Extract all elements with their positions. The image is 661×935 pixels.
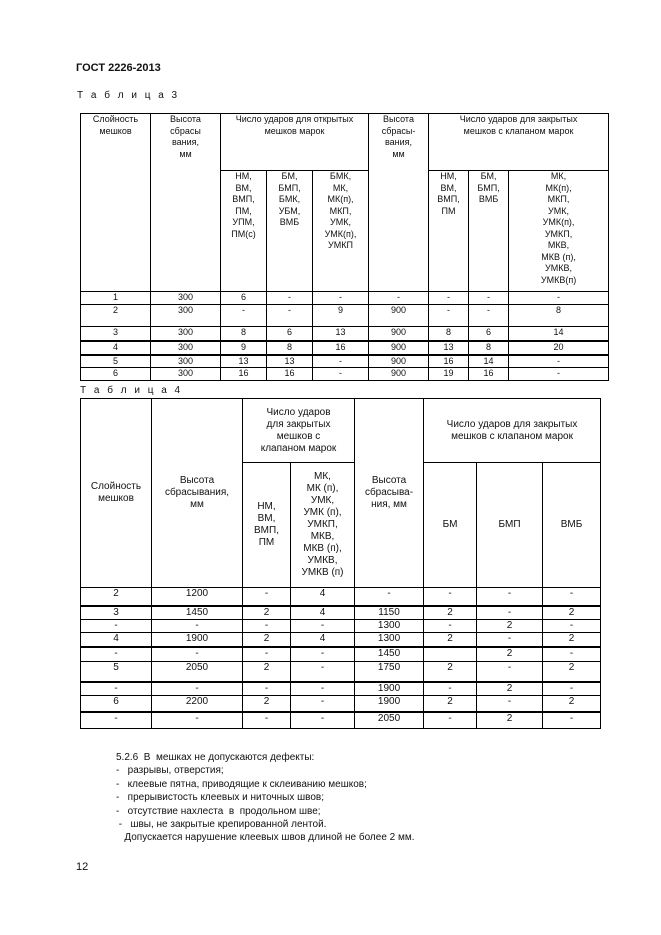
table-cell: 300 [151, 341, 221, 355]
table-cell: 14 [509, 326, 609, 341]
table-row [81, 341, 609, 355]
table-row [81, 712, 601, 728]
table-cell: 8 [469, 341, 509, 355]
table4-subheader-5: ВМБ [543, 463, 601, 588]
table-cell: 6 [81, 368, 151, 381]
table-cell: - [267, 304, 313, 326]
table-cell: - [291, 647, 355, 662]
list-item: - прерывистость клеевых и ниточных швов; [116, 792, 325, 804]
table-cell: - [477, 695, 543, 712]
table-cell: - [477, 606, 543, 620]
table-cell: 16 [267, 368, 313, 381]
page-number: 12 [76, 861, 89, 873]
list-item: - отсутствие нахлеста в продольном шве; [116, 805, 321, 817]
table-cell: 13 [267, 355, 313, 368]
table-cell: 2 [424, 633, 477, 647]
table4-header-layers: Слойность мешков [81, 399, 152, 588]
table-cell: 2 [477, 712, 543, 728]
table-cell: - [477, 662, 543, 682]
table-row [81, 588, 601, 606]
table3-header-open-group: Число ударов для открытых мешков марок [221, 114, 369, 171]
table-cell: - [424, 588, 477, 606]
table-cell: - [429, 292, 469, 305]
table-row [81, 682, 601, 696]
section-note: Допускается нарушение клеевых швов длиной не более 2 мм. [116, 832, 415, 844]
table-cell: 1 [81, 292, 151, 305]
table-cell: 5 [81, 355, 151, 368]
table-cell: - [424, 712, 477, 728]
table3-header-layers: Слойность мешков [81, 114, 151, 292]
table-cell: 900 [369, 341, 429, 355]
table3-subheader-2: БМ, БМП, БМК, УБМ, ВМБ [267, 171, 313, 292]
table-cell: 2 [543, 633, 601, 647]
table-cell: 2050 [152, 662, 243, 682]
table-cell: 900 [369, 326, 429, 341]
table-cell: 1450 [152, 606, 243, 620]
table-cell: 9 [313, 304, 369, 326]
table-cell: - [355, 588, 424, 606]
table-cell: - [543, 712, 601, 728]
table-cell: 20 [509, 341, 609, 355]
table-cell: 1300 [355, 633, 424, 647]
table-cell: - [152, 647, 243, 662]
table-cell: - [429, 304, 469, 326]
table-cell: 2050 [355, 712, 424, 728]
table-cell: 900 [369, 355, 429, 368]
table-cell: 900 [369, 304, 429, 326]
table3-subheader-5: БМ, БМП, ВМБ [469, 171, 509, 292]
table4-subheader-3: БМ [424, 463, 477, 588]
table-row [81, 662, 601, 682]
table-cell: - [81, 620, 152, 633]
table-cell: 8 [267, 341, 313, 355]
table-cell: - [509, 368, 609, 381]
table-row [81, 606, 601, 620]
table-cell: - [243, 712, 291, 728]
table-row [81, 647, 601, 662]
table-cell: - [313, 355, 369, 368]
table-cell: - [424, 682, 477, 696]
table-cell: 3 [81, 606, 152, 620]
table-cell: 13 [221, 355, 267, 368]
table-cell: - [152, 620, 243, 633]
table-cell: 2 [543, 606, 601, 620]
table-cell: 2 [477, 647, 543, 662]
table-cell: - [291, 620, 355, 633]
table-cell: 4 [291, 606, 355, 620]
table3-header-height: Высота сбрасы вания, мм [151, 114, 221, 292]
table-cell: 2200 [152, 695, 243, 712]
table-cell: 2 [243, 662, 291, 682]
table-cell: 8 [509, 304, 609, 326]
table-cell: - [81, 647, 152, 662]
table4-header-height2: Высота сбрасыва- ния, мм [355, 399, 424, 588]
table-cell: 900 [369, 368, 429, 381]
table-cell: - [267, 292, 313, 305]
table-cell: - [291, 695, 355, 712]
defects-section [116, 751, 415, 845]
table-cell: 13 [429, 341, 469, 355]
table-cell: 1750 [355, 662, 424, 682]
table-cell: 13 [313, 326, 369, 341]
table-cell: 1150 [355, 606, 424, 620]
table-cell: 2 [424, 606, 477, 620]
table4-subheader-4: БМП [477, 463, 543, 588]
table-cell: 19 [429, 368, 469, 381]
table3-header-closed-group: Число ударов для закрытых мешков с клапаном марок [429, 114, 609, 171]
list-item: - разрывы, отверстия; [116, 765, 224, 777]
table-cell: 1200 [152, 588, 243, 606]
table-cell: - [81, 712, 152, 728]
table-cell: 16 [221, 368, 267, 381]
table-cell: - [543, 682, 601, 696]
table-row [81, 304, 609, 326]
table-cell: - [313, 368, 369, 381]
table-cell: 300 [151, 304, 221, 326]
table4 [80, 398, 601, 729]
table-row [81, 326, 609, 341]
table-cell: - [477, 633, 543, 647]
table-cell: - [81, 682, 152, 696]
table-cell: 300 [151, 355, 221, 368]
table-cell: 2 [243, 606, 291, 620]
table-row [81, 368, 609, 381]
table-cell: 4 [81, 633, 152, 647]
table-cell: 16 [469, 368, 509, 381]
table-cell: - [291, 712, 355, 728]
table3 [80, 113, 609, 381]
table4-subheader-1: НМ, ВМ, ВМП, ПМ [243, 463, 291, 588]
table-cell: 1900 [152, 633, 243, 647]
table-cell: 6 [469, 326, 509, 341]
table-cell: - [424, 620, 477, 633]
table4-caption: Т а б л и ц а 4 [80, 385, 183, 396]
table-cell: 2 [243, 695, 291, 712]
table-cell: 1450 [355, 647, 424, 662]
table-cell: 9 [221, 341, 267, 355]
table-cell: 2 [477, 620, 543, 633]
table3-subheader-1: НМ, ВМ, ВМП, ПМ, УПМ, ПМ(с) [221, 171, 267, 292]
list-item: - швы, не закрытые крепированной лентой. [116, 819, 327, 831]
table-cell: - [291, 662, 355, 682]
table-cell: - [243, 588, 291, 606]
table-cell: 2 [477, 682, 543, 696]
table-cell: 1900 [355, 682, 424, 696]
table-cell: 3 [81, 326, 151, 341]
table-cell: - [243, 647, 291, 662]
table3-subheader-3: БМК, МК, МК(п), МКП, УМК, УМК(п), УМКП [313, 171, 369, 292]
table4-subheader-2: МК, МК (п), УМК, УМК (п), УМКП, МКВ, МКВ (п), УМКВ, УМКВ (п) [291, 463, 355, 588]
table-cell: - [243, 682, 291, 696]
table-cell: - [291, 682, 355, 696]
table-cell: 2 [424, 695, 477, 712]
table-cell [424, 647, 477, 662]
table3-subheader-6: МК, МК(п), МКП, УМК, УМК(п), УМКП, МКВ, МКВ (п), УМКВ, УМКВ(п) [509, 171, 609, 292]
table-cell: 2 [81, 588, 152, 606]
table-cell: 1300 [355, 620, 424, 633]
table-cell: - [369, 292, 429, 305]
table3-caption: Т а б л и ц а 3 [77, 90, 180, 101]
table-cell: - [543, 620, 601, 633]
table-cell: 16 [429, 355, 469, 368]
table-cell: 2 [543, 662, 601, 682]
table-cell: 4 [81, 341, 151, 355]
table-cell: - [477, 588, 543, 606]
table-row [81, 620, 601, 633]
table-cell: - [221, 304, 267, 326]
list-item: - клеевые пятна, приводящие к склеиванию мешков; [116, 778, 367, 790]
table-cell: 6 [81, 695, 152, 712]
table-cell: 2 [424, 662, 477, 682]
table4-header-valve-group: Число ударов для закрытых мешков с клапаном марок [424, 399, 601, 463]
table-cell: - [313, 292, 369, 305]
table-cell: - [543, 588, 601, 606]
table-cell: 2 [243, 633, 291, 647]
table-cell: 300 [151, 326, 221, 341]
table-row [81, 695, 601, 712]
table-cell: - [152, 712, 243, 728]
table-row [81, 633, 601, 647]
table4-header-closed-group: Число ударов для закрытых мешков с клапаном марок [243, 399, 355, 463]
table-cell: 6 [267, 326, 313, 341]
table-cell: 16 [313, 341, 369, 355]
table-row [81, 292, 609, 305]
table-cell: 14 [469, 355, 509, 368]
table3-subheader-4: НМ, ВМ, ВМП, ПМ [429, 171, 469, 292]
table4-header-height: Высота сбрасывания, мм [152, 399, 243, 588]
table-cell: - [543, 647, 601, 662]
table-cell: - [509, 292, 609, 305]
table-cell: - [243, 620, 291, 633]
table-cell: 8 [221, 326, 267, 341]
table-cell: 4 [291, 588, 355, 606]
table-cell: 4 [291, 633, 355, 647]
table-cell: 8 [429, 326, 469, 341]
table-cell: - [509, 355, 609, 368]
table-cell: 300 [151, 292, 221, 305]
table-cell: 5 [81, 662, 152, 682]
table-cell: 2 [543, 695, 601, 712]
table-cell: - [469, 292, 509, 305]
table-cell: 300 [151, 368, 221, 381]
table-cell: 6 [221, 292, 267, 305]
table-cell: - [469, 304, 509, 326]
table-cell: 1900 [355, 695, 424, 712]
section-intro: 5.2.6 В мешках не допускаются дефекты: [116, 752, 315, 763]
document-header: ГОСТ 2226-2013 [76, 62, 161, 74]
table-row [81, 355, 609, 368]
table-cell: 2 [81, 304, 151, 326]
table3-header-height2: Высота сбрасы- вания, мм [369, 114, 429, 292]
table-cell: - [152, 682, 243, 696]
